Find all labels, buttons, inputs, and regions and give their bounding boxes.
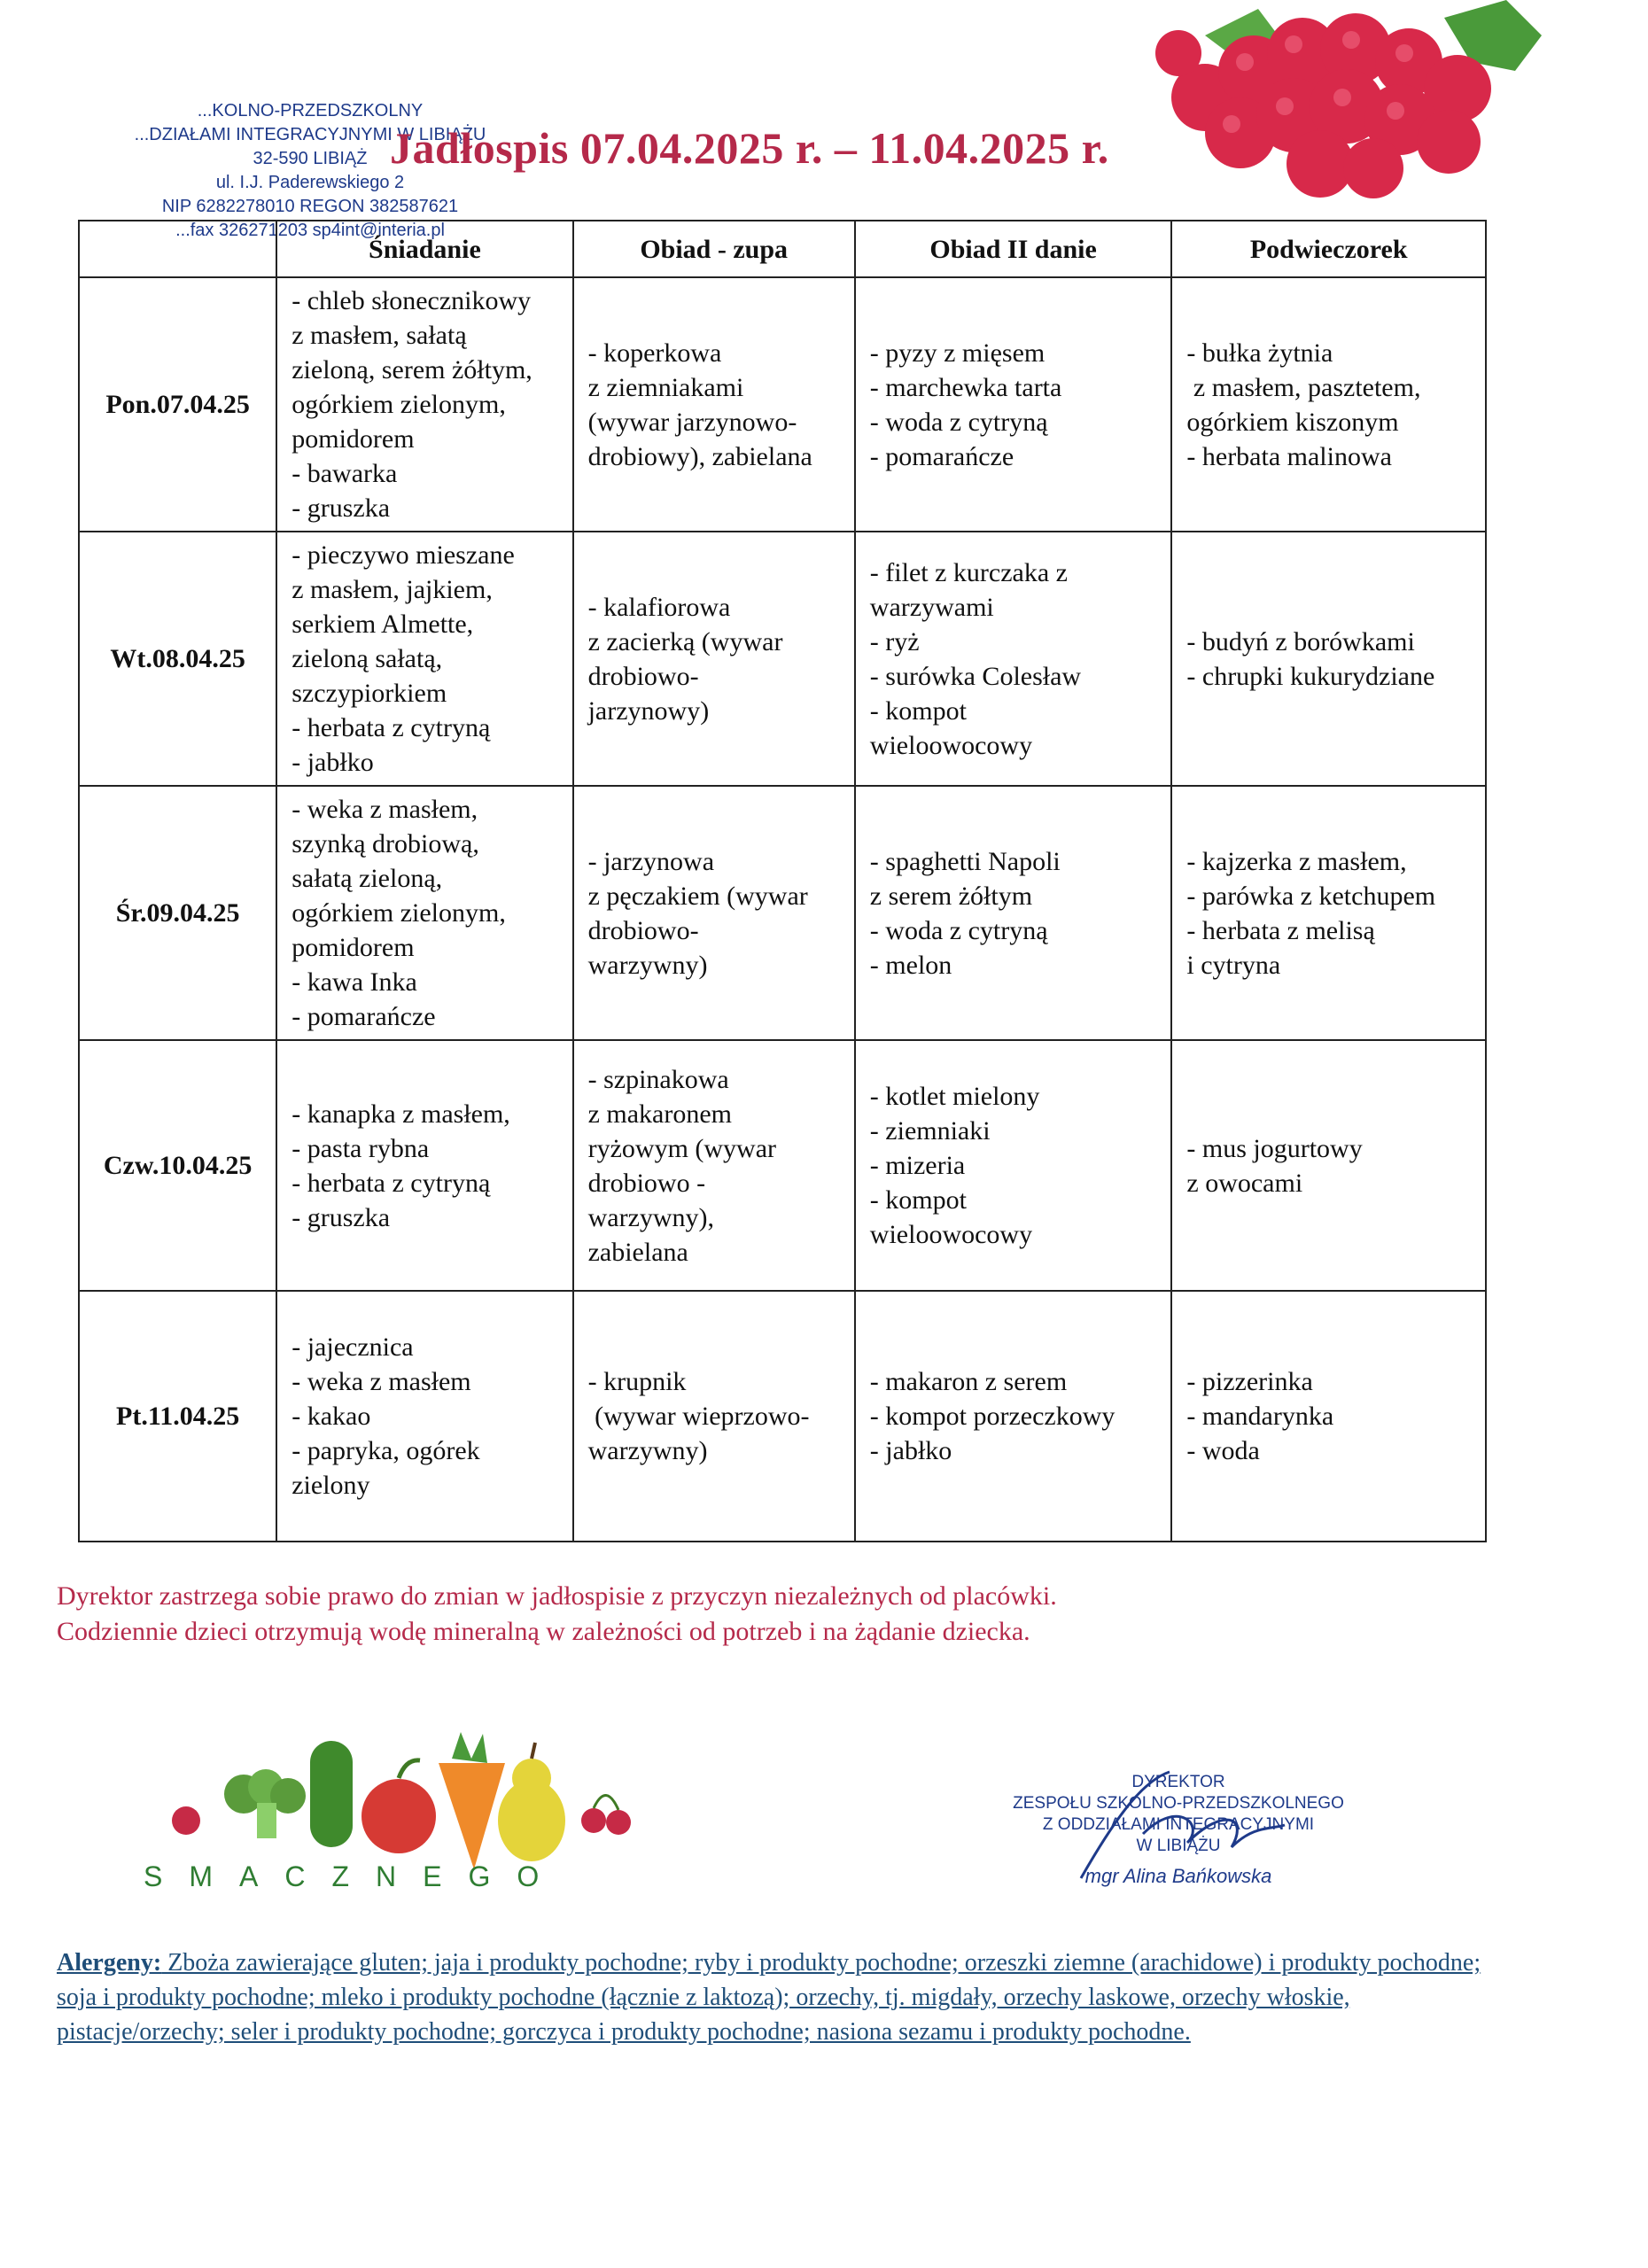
breakfast-cell [276, 1291, 572, 1542]
menu-item-line: - ryż [869, 626, 920, 656]
menu-item-line: z ziemniakami [587, 372, 744, 402]
menu-item-line: z masłem, pasztetem, [1186, 372, 1421, 402]
menu-item-line: - weka z masłem, [292, 795, 478, 824]
signature-line: W LIBIĄŻU [1136, 1837, 1221, 1855]
signature-line: Z ODDZIAŁAMI INTEGRACYJNYMI [1042, 1815, 1315, 1834]
soup-cell [573, 532, 855, 786]
menu-item-line: pomidorem [292, 424, 415, 454]
day-cell: Wt.08.04.25 [79, 532, 276, 786]
menu-item-line: - kalafiorowa [587, 592, 731, 622]
day-cell: Pon.07.04.25 [79, 277, 276, 532]
table-row [79, 1291, 1486, 1542]
menu-item-line: drobiowo- [587, 661, 699, 691]
menu-item-line: zieloną sałatą, [292, 644, 443, 673]
menu-item-line: warzywny) [587, 950, 708, 980]
main-course-cell [855, 277, 1172, 532]
allergens-text: Zboża zawierające gluten; jaja i produkty pochodne; ryby i produkty pochodne; orzeszki ziemne (arachidowe) i produkty pochodne; soja i produkty pochodne; mleko i produkty pochodne (łącznie z laktozą); orzechy, tj. migdały, orzechy laskowe, orzechy włoskie, pistacje/orzechy; seler i produkty pochodne; gorczyca i produkty pochodne; nasiona sezamu i produkty pochodne. [57, 1949, 1481, 2046]
menu-item-line: - kajzerka z masłem, [1186, 846, 1407, 876]
menu-item-line: z masłem, sałatą [292, 321, 467, 350]
signature-line: ZESPOŁU SZKOLNO-PRZEDSZKOLNEGO [1013, 1794, 1344, 1813]
menu-item-line: - ziemniaki [869, 1116, 991, 1146]
menu-item-line: warzywami [869, 592, 994, 622]
director-name: mgr Alina Bańkowska [1084, 1865, 1272, 1887]
menu-item-line: z pęczakiem (wywar [587, 881, 808, 911]
stamp-line: ul. I.J. Paderewskiego 2 [215, 173, 405, 192]
menu-item-line: - krupnik [587, 1367, 687, 1396]
main-course-cell [855, 1040, 1172, 1291]
menu-item-line: - mus jogurtowy [1186, 1133, 1363, 1163]
menu-item-line: - kanapka z masłem, [292, 1099, 510, 1129]
menu-item-line: - szpinakowa [587, 1064, 729, 1094]
menu-item-line: (wywar jarzynowo- [587, 407, 797, 437]
menu-item-line: ogórkiem zielonym, [292, 898, 506, 928]
table-row [79, 532, 1486, 786]
raspberries-image [1152, 0, 1542, 213]
note-line: Codziennie dzieci otrzymują wodę mineralną w zależności od potrzeb i na żądanie dziecka. [57, 1617, 1030, 1646]
menu-item-line: - gruszka [292, 1202, 391, 1232]
menu-item-line: zielony [292, 1471, 370, 1500]
menu-item-line: ogórkiem kiszonym [1186, 407, 1399, 437]
menu-item-line: warzywny), [587, 1202, 715, 1232]
menu-item-line: - surówka Colesław [869, 661, 1082, 691]
column-header-snack: Podwieczorek [1171, 221, 1486, 277]
allergens-info [57, 1946, 1492, 2049]
menu-item-line: z owocami [1186, 1168, 1303, 1198]
page-title: Jadłospis 07.04.2025 r. – 11.04.2025 r. [390, 123, 1109, 173]
stamp-line: 32-590 LIBIĄŻ [253, 149, 368, 168]
menu-item-line: wieloowocowy [869, 1220, 1033, 1249]
menu-item-line: (wywar wieprzowo- [587, 1402, 810, 1431]
menu-item-line: z zacierką (wywar [587, 626, 783, 656]
menu-item-line: i cytryna [1186, 950, 1281, 980]
menu-item-line: - koperkowa [587, 338, 722, 368]
menu-item-line: - woda [1186, 1436, 1260, 1465]
menu-item-line: wieloowocowy [869, 730, 1033, 760]
table-row [79, 1040, 1486, 1291]
menu-item-line: - marchewka tarta [869, 372, 1062, 402]
snack-cell [1171, 277, 1486, 532]
menu-item-line: - kompot [869, 1185, 967, 1215]
menu-item-line: - herbata z cytryną [292, 1168, 491, 1198]
day-cell: Śr.09.04.25 [79, 786, 276, 1040]
stamp-line: ...KOLNO-PRZEDSZKOLNY [197, 101, 424, 120]
stamp-line: ...DZIAŁAMI INTEGRACYJNYMI W LIBIĄŻU [134, 125, 486, 144]
table-row [79, 277, 1486, 532]
signature-line: DYREKTOR [1131, 1773, 1225, 1791]
menu-item-line: serkiem Almette, [292, 610, 474, 639]
day-cell: Pt.11.04.25 [79, 1291, 276, 1542]
menu-item-line: - kotlet mielony [869, 1082, 1040, 1111]
soup-cell [573, 1040, 855, 1291]
menu-item-line: sałatą zieloną, [292, 864, 443, 893]
menu-item-line: - bułka żytnia [1186, 338, 1333, 368]
menu-item-line: drobiowo- [587, 915, 699, 945]
menu-item-line: ryżowym (wywar [587, 1133, 777, 1163]
main-course-cell [855, 532, 1172, 786]
menu-item-line: - woda z cytryną [869, 407, 1048, 437]
menu-item-line: zabielana [587, 1237, 688, 1267]
column-header-breakfast: Śniadanie [276, 221, 572, 277]
smacznego-text: SMACZNEGO [144, 1860, 566, 1892]
menu-item-line: - chleb słonecznikowy [292, 286, 532, 315]
menu-item-line: - mandarynka [1186, 1402, 1334, 1431]
menu-item-line: - pyzy z mięsem [869, 338, 1046, 368]
breakfast-cell [276, 786, 572, 1040]
menu-item-line: - herbata z cytryną [292, 713, 491, 742]
menu-item-line: - pizzerinka [1186, 1367, 1313, 1396]
menu-item-line: - kompot [869, 695, 967, 726]
menu-item-line: z serem żółtym [869, 881, 1033, 911]
menu-item-line: - herbata z melisą [1186, 915, 1375, 945]
menu-item-line: - papryka, ogórek [292, 1436, 480, 1465]
menu-item-line: - makaron z serem [869, 1367, 1068, 1396]
menu-item-line: - pasta rybna [292, 1133, 430, 1163]
soup-cell [573, 277, 855, 532]
menu-item-line: jarzynowy) [587, 695, 710, 726]
column-header-main: Obiad II danie [855, 221, 1172, 277]
main-course-cell [855, 1291, 1172, 1542]
menu-item-line: - jabłko [292, 748, 374, 777]
menu-item-line: zieloną, serem żółtym, [292, 355, 532, 384]
breakfast-cell [276, 1040, 572, 1291]
breakfast-cell [276, 532, 572, 786]
menu-item-line: - pieczywo mieszane [292, 540, 515, 570]
breakfast-cell [276, 277, 572, 532]
menu-item-line: - parówka z ketchupem [1186, 881, 1436, 911]
menu-item-line: - gruszka [292, 493, 391, 523]
notes [57, 1579, 1474, 1650]
table-row [79, 786, 1486, 1040]
menu-item-line: - jabłko [869, 1436, 952, 1465]
day-cell: Czw.10.04.25 [79, 1040, 276, 1291]
snack-cell [1171, 532, 1486, 786]
menu-item-line: - kompot porzeczkowy [869, 1402, 1116, 1431]
soup-cell [573, 1291, 855, 1542]
menu-item-line: - kawa Inka [292, 967, 417, 997]
menu-item-line: - jajecznica [292, 1332, 414, 1362]
allergens-label: Alergeny: [57, 1949, 162, 1977]
menu-item-line: drobiowo - [587, 1168, 706, 1198]
note-line: Dyrektor zastrzega sobie prawo do zmian w jadłospisie z przyczyn niezależnych od placówki. [57, 1581, 1057, 1611]
menu-item-line: pomidorem [292, 933, 415, 962]
snack-cell [1171, 786, 1486, 1040]
menu-item-line: - pomarańcze [292, 1002, 436, 1031]
soup-cell [573, 786, 855, 1040]
menu-item-line: - weka z masłem [292, 1367, 471, 1396]
menu-item-line: - jarzynowa [587, 846, 715, 876]
menu-item-line: - woda z cytryną [869, 915, 1048, 945]
menu-item-line: - chrupki kukurydziane [1186, 661, 1435, 691]
column-header-soup: Obiad - zupa [573, 221, 855, 277]
menu-item-line: - filet z kurczaka z [869, 557, 1068, 587]
menu-item-line: z masłem, jajkiem, [292, 575, 493, 604]
director-signature [1010, 1772, 1347, 1887]
menu-item-line: - budyń z borówkami [1186, 626, 1415, 656]
menu-table [78, 220, 1487, 1542]
menu-item-line: drobiowy), zabielana [587, 441, 812, 471]
menu-item-line: - herbata malinowa [1186, 441, 1392, 471]
menu-item-line: - spaghetti Napoli [869, 846, 1061, 876]
main-course-cell [855, 786, 1172, 1040]
menu-item-line: - mizeria [869, 1151, 966, 1180]
menu-item-line: z makaronem [587, 1099, 733, 1129]
menu-item-line: - kakao [292, 1402, 371, 1431]
snack-cell [1171, 1291, 1486, 1542]
stamp-line: ...fax 326271203 sp4int@interia.pl [175, 221, 445, 240]
column-header-day [79, 221, 276, 277]
snack-cell [1171, 1040, 1486, 1291]
menu-item-line: ogórkiem zielonym, [292, 390, 506, 419]
menu-item-line: szczypiorkiem [292, 679, 447, 708]
menu-item-line: - pomarańcze [869, 441, 1014, 471]
menu-item-line: - bawarka [292, 459, 398, 488]
menu-item-line: - melon [869, 950, 952, 980]
table-header-row [79, 221, 1486, 277]
menu-item-line: szynką drobiową, [292, 829, 479, 858]
stamp-line: NIP 6282278010 REGON 382587621 [161, 197, 459, 216]
menu-item-line: warzywny) [587, 1436, 708, 1465]
